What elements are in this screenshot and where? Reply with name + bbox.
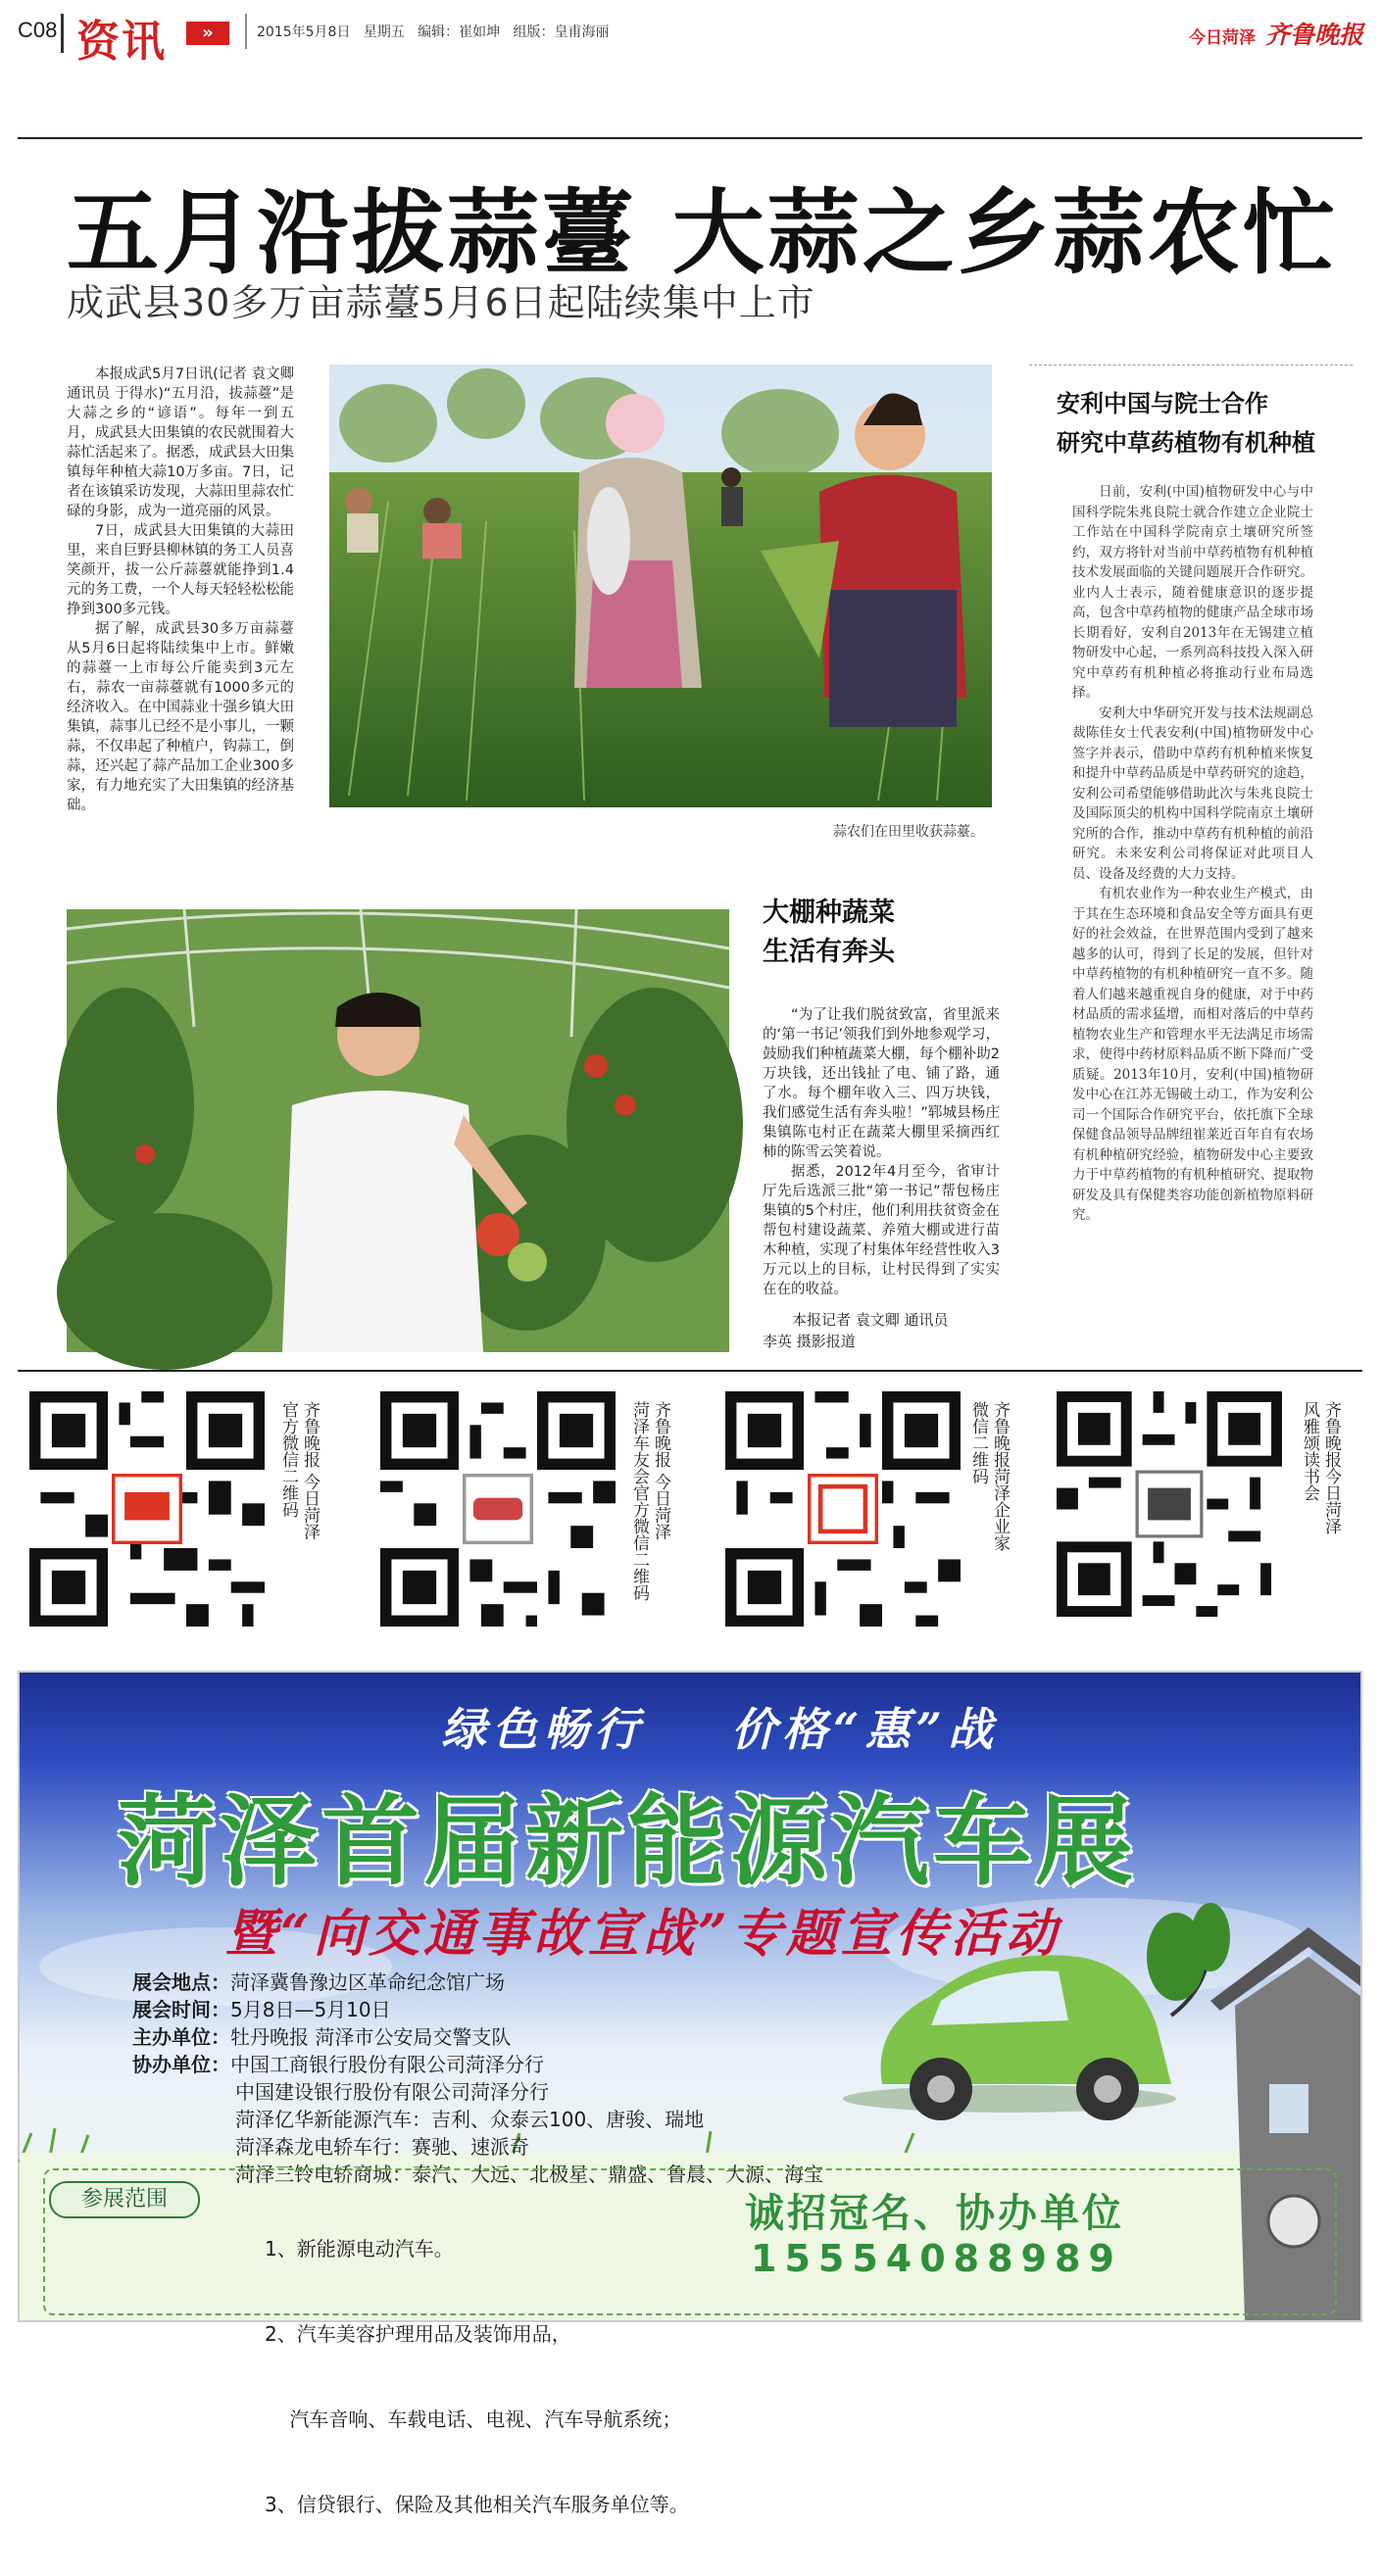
brand-sub: 今日菏泽 [1188,28,1256,48]
feature-paragraph: 据悉，2012年4月至今，省审计厅先后选派三批“第一书记”帮包杨庄集镇的5个村庄，他们利用扶贫资金在帮包村建设蔬菜、养殖大棚或进行苗木种植，实现了村集体年经营性收入3万元以上的目标，让村民得到了实实在在的收益。 [763,1164,1000,1297]
qr-label-right: 齐鲁晚报 今日菏泽 [300,1401,320,1540]
masthead-brand [1189,16,1363,51]
article-paragraph: 7日，成武县大田集镇的大蒜田里，来自巨野县柳林镇的务工人员喜笑颜开，拔一公斤蒜薹就能挣到1.4元的务工费，一个人每天轻轻松松能挣到300多元钱。 [67,523,294,617]
time-label: 展会时间： [132,1998,230,2021]
greenhouse-tomato-photo [67,909,729,1352]
photo-caption: 蒜农们在田里收获蒜薹。 [833,824,984,840]
brand-main: 齐鲁晚报 [1264,21,1363,49]
qr-label-right: 齐鲁晚报今日菏泽 [1321,1401,1341,1534]
ad-phone: 15554088989 [751,2237,1122,2280]
side-paragraph: 日前，安利(中国)植物研发中心与中国科学院朱兆良院士就合作建立企业院士工作站在中国科学院南京土壤研究所签约，双方将针对当前中草药植物有机种植技术发展面临的关键问题展开合作研究。业内人士表示，随着健康意识的逐步提高，包含中草药植物的健康产品全球市场长期看好，安利自2013年在无锡建立植物研发中心起，一系列高科技投入深入研究中草药有机种植必将推动行业布局选择。 [1072,484,1313,701]
scope-item: 1、新能源电动汽车。 [265,2237,454,2260]
scope-tag: 参展范围 [49,2181,200,2218]
ad-scope-frame [43,2168,1337,2315]
co-org: 中国建设银行股份有限公司菏泽分行 [235,2080,549,2104]
feature-body [763,1005,1000,1299]
ad-call-to-action: 诚招冠名、协办单位 [745,2191,1124,2236]
side-paragraph: 有机农业作为一种农业生产模式，由于其在生态环境和食品安全等方面具有更好的社会效益，在世界范围内受到了越来越多的认可，得到了长足的发展，但针对中草药植物的有机种植研究一直不多。随着人们越来越重视自身的健康，对于中药材品质的需求猛增，而相对落后的中草药植物农业生产和管理水平无法满足市场需求，使得中药材原料品质不断下降而广受质疑。2013年10月，安利(中国)植物研发中心在江苏无锡破土动工，作为安利公司一个国际合作研究平台，依托旗下全球保健食品领导品牌纽崔莱近百年自有农场有机种植研究经验，植物研发中心主要致力于中草药植物的有机种植研究、提取物研发及具有保健类容功能创新植物原料研究。 [1072,886,1313,1223]
ad-subtitle: 暨“向交通事故宣战”专题宣传活动 [225,1904,1060,1964]
side-article-title [1057,384,1315,462]
venue-value: 菏泽冀鲁豫边区革命纪念馆广场 [230,1970,505,1994]
ad-slogan: 绿色畅行 价格“惠”战 [441,1703,999,1756]
ad-time-row [132,1996,823,2023]
garlic-photo-illustration [329,365,992,807]
qr-label-left: 官方微信二维码 [278,1401,298,1518]
section-title: 资讯 [76,17,167,67]
article-paragraph: 本报成武5月7日讯(记者 袁文卿 通讯员 于得水)“五月沿，拔蒜薹”是大蒜之乡的“谚语”。每年一到五月，成武县大田集镇的农民就围着大蒜忙活起来了。据悉，成武县大田集镇每年种植大蒜10万多亩。7日，记者在该镇采访发现，大蒜田里蒜农忙碌的身影，成为一道亮丽的风景。 [67,366,294,519]
qr-label-right: 齐鲁晚报菏泽企业家 [990,1401,1010,1551]
qr-label-left: 微信二维码 [968,1401,988,1484]
tomato-photo-illustration [67,909,729,1352]
side-title-line2: 研究中草药植物有机种植 [1057,429,1315,457]
co-org: 中国工商银行股份有限公司菏泽分行 [230,2053,544,2076]
section-arrow-icon: » [186,22,229,45]
byline-line1: 本报记者 袁文卿 通讯员 [792,1311,949,1329]
feature-title [763,894,895,972]
time-value: 5月8日—5月10日 [230,1998,391,2021]
qr-label-left: 风雅颂读书会 [1300,1401,1319,1501]
scope-list [265,2178,689,2576]
qr-block-3 [725,1391,1010,1630]
side-paragraph: 安利大中华研究开发与技术法规副总裁陈佳女士代表安利(中国)植物研发中心签字并表示，借助中草药有机种植来恢复和提升中草药品质是中草药研究的途趋，安利公司希望能够借助此次与朱兆良院士及国际顶尖的机构中国科学院南京土壤研究所的合作，推动中草药有机种植的前沿研究。未来安利公司将保证对此项目人员、设备及经费的大力支持。 [1072,705,1313,882]
qr-label-right: 齐鲁晚报 今日菏泽 [651,1401,670,1540]
feature-title-line2: 生活有奔头 [763,937,895,967]
host-value: 牡丹晚报 菏泽市公安局交警支队 [230,2025,512,2049]
main-article-body [67,365,294,815]
feature-title-line1: 大棚种蔬菜 [763,898,895,928]
main-headline: 五月沿拔蒜薹 大蒜之乡蒜农忙 [67,180,1338,287]
co-org: 菏泽森龙电轿车行：赛驰、速派奇 [235,2135,529,2159]
scope-item: 3、信贷银行、保险及其他相关汽车服务单位等。 [265,2493,689,2516]
scope-item: 汽车音响、车载电话、电视、汽车导航系统； [265,2407,682,2431]
ad-co-row [132,2051,823,2078]
header-info: 2015年5月8日 星期五 编辑：崔如坤 组版：皇甫海丽 [257,24,610,40]
ad-details [132,1968,823,2188]
venue-label: 展会地点： [132,1970,230,1994]
feature-paragraph: “为了让我们脱贫致富，省里派来的‘第一书记’领我们到外地参观学习，鼓励我们种植蔬菜大棚，每个棚补助2万块钱，还出钱扯了电、铺了路，通了水。每个棚年收入三、四万块钱，我们感觉生活有奔头啦！”郓城县杨庄集镇陈屯村正在蔬菜大棚里采摘西红柿的陈雪云笑着说。 [763,1007,1000,1160]
qr-code-icon [1057,1391,1282,1617]
side-divider [1029,365,1353,366]
host-label: 主办单位： [132,2025,230,2049]
qr-block-4 [1057,1391,1341,1621]
qr-code-icon [725,1391,961,1627]
section-rule [18,1370,1362,1372]
article-paragraph: 据了解，成武县30多万亩蒜薹从5月6日起将陆续集中上市。鲜嫩的蒜薹一上市每公斤能卖到3元左右，蒜农一亩蒜薹就有1000多元的经济收入。在中国蒜业十强乡镇大田集镇，蒜事儿已经不是小事儿，一颗蒜，不仅串起了种植户，钩蒜工，倒蒜，还兴起了蒜产品加工企业300多家，有力地充实了大田集镇的经济基础。 [67,621,294,813]
header-rule [18,137,1362,139]
qr-block-1 [29,1391,320,1630]
feature-byline [763,1309,949,1352]
side-article-body [1072,482,1313,1226]
auto-show-advertisement [18,1671,1362,2516]
qr-block-2 [380,1391,670,1630]
ad-host-row [132,2023,823,2051]
qr-label-left: 菏泽车友会官方微信二维码 [629,1401,649,1601]
main-subhead: 成武县30多万亩蒜薹5月6日起陆续集中上市 [67,281,815,324]
side-title-line1: 安利中国与院士合作 [1057,390,1268,417]
ad-venue-row [132,1968,823,1996]
header-divider [61,14,64,53]
header-divider-2 [245,14,247,49]
qr-code-icon [29,1391,265,1627]
page-number: C08 [18,18,58,42]
co-org: 菏泽三铃电轿商城：泰汽、大远、北极星、鼎盛、鲁晨、大源、海宝 [235,2163,823,2186]
byline-line2: 李英 摄影报道 [763,1333,856,1350]
qr-code-icon [380,1391,616,1627]
scope-item: 2、汽车美容护理用品及装饰用品， [265,2322,571,2346]
ad-title: 菏泽首届新能源汽车展 [118,1784,1137,1899]
co-org: 菏泽亿华新能源汽车：吉利、众泰云100、唐骏、瑞地 [235,2108,705,2131]
garlic-harvest-photo [329,365,992,807]
co-label: 协办单位： [132,2053,230,2076]
